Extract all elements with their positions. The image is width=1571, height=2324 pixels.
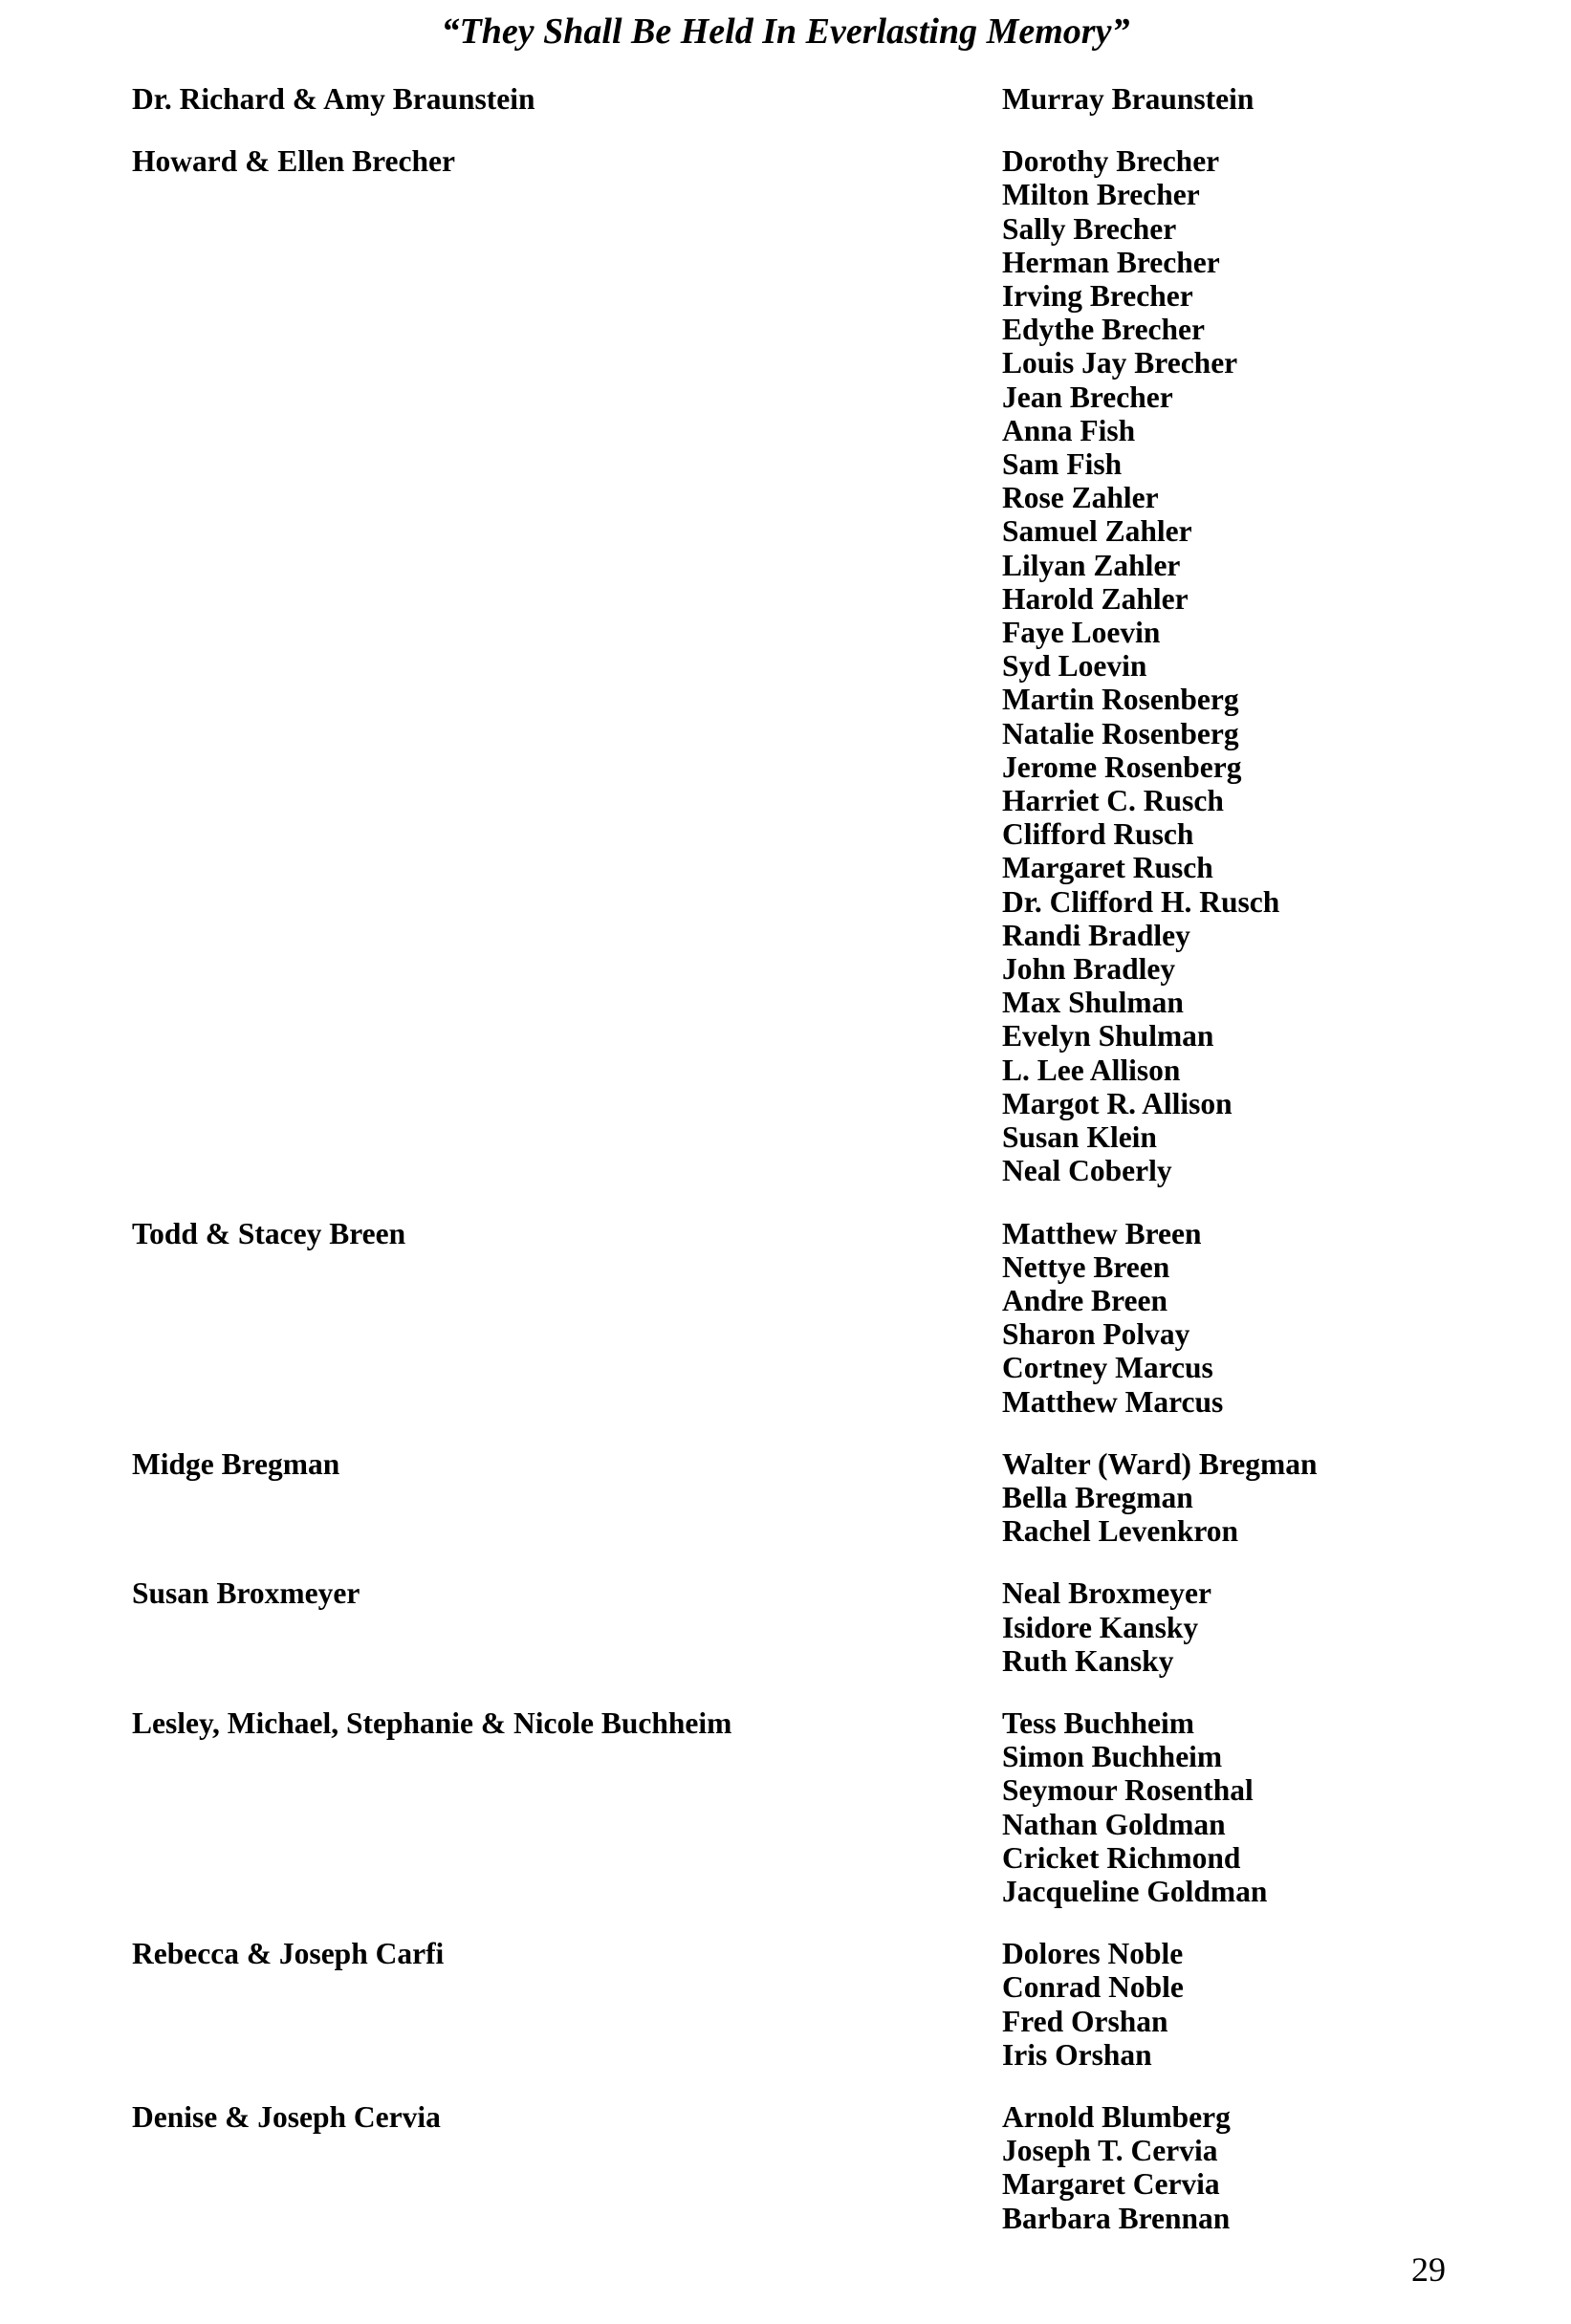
honoree-name: Margaret Rusch xyxy=(1002,851,1213,885)
honoree-name: Irving Brecher xyxy=(1002,279,1193,314)
honoree-name: Samuel Zahler xyxy=(1002,514,1192,549)
honoree-list xyxy=(1002,1217,1223,1419)
honoree-name: Susan Klein xyxy=(1002,1120,1157,1155)
honoree-name: Isidore Kansky xyxy=(1002,1610,1199,1644)
memorial-list xyxy=(132,82,1471,2264)
honoree-name: Harold Zahler xyxy=(1002,581,1189,616)
honoree-name: Margaret Cervia xyxy=(1002,2167,1220,2202)
honoree-name: Margot R. Allison xyxy=(1002,1086,1233,1120)
honoree-name: Neal Broxmeyer xyxy=(1002,1576,1211,1611)
honoree-name: Sam Fish xyxy=(1002,447,1123,482)
honoree-name: Cortney Marcus xyxy=(1002,1351,1213,1385)
donor-name: Lesley, Michael, Stephanie & Nicole Buchheim xyxy=(132,1705,732,1740)
page-title: “They Shall Be Held In Everlasting Memory” xyxy=(441,11,1130,52)
honoree-name: Herman Brecher xyxy=(1002,245,1220,279)
honoree-name: Conrad Noble xyxy=(1002,1970,1184,2005)
memorial-entry xyxy=(132,1447,1471,1549)
memorial-entry xyxy=(132,2100,1471,2235)
honoree-list xyxy=(1002,82,1254,116)
honoree-name: Simon Buchheim xyxy=(1002,1740,1223,1774)
honoree-name: Dolores Noble xyxy=(1002,1937,1184,1971)
honoree-name: Andre Breen xyxy=(1002,1283,1167,1317)
honoree-list xyxy=(1002,1576,1211,1678)
honoree-name: Randi Bradley xyxy=(1002,918,1190,952)
honoree-name: Jacqueline Goldman xyxy=(1002,1874,1268,1908)
honoree-name: Rose Zahler xyxy=(1002,481,1159,515)
honoree-name: Milton Brecher xyxy=(1002,178,1200,212)
memorial-entry xyxy=(132,1217,1471,1419)
donor-name: Dr. Richard & Amy Braunstein xyxy=(132,82,535,116)
honoree-name: Dr. Clifford H. Rusch xyxy=(1002,884,1280,919)
honoree-name: Syd Loevin xyxy=(1002,649,1147,684)
honoree-name: Iris Orshan xyxy=(1002,2037,1152,2072)
honoree-name: Barbara Brennan xyxy=(1002,2201,1231,2235)
honoree-name: Clifford Rusch xyxy=(1002,817,1194,852)
donor-name: Rebecca & Joseph Carfi xyxy=(132,1937,445,1971)
honoree-name: Murray Braunstein xyxy=(1002,82,1255,116)
honoree-name: Nathan Goldman xyxy=(1002,1807,1226,1841)
donor-name: Susan Broxmeyer xyxy=(132,1576,360,1611)
honoree-name: Tess Buchheim xyxy=(1002,1705,1195,1740)
honoree-name: Fred Orshan xyxy=(1002,2004,1168,2038)
honoree-name: Faye Loevin xyxy=(1002,616,1161,650)
honoree-name: John Bradley xyxy=(1002,952,1176,987)
honoree-name: Arnold Blumberg xyxy=(1002,2099,1231,2134)
honoree-name: Rachel Levenkron xyxy=(1002,1514,1239,1549)
honoree-name: Matthew Breen xyxy=(1002,1216,1202,1250)
honoree-name: Neal Coberly xyxy=(1002,1154,1172,1188)
memorial-entry xyxy=(132,1576,1471,1678)
donor-name: Todd & Stacey Breen xyxy=(132,1216,406,1250)
honoree-name: Edythe Brecher xyxy=(1002,313,1206,347)
honoree-name: Joseph T. Cervia xyxy=(1002,2134,1218,2168)
honoree-name: Matthew Marcus xyxy=(1002,1384,1224,1419)
honoree-name: Harriet C. Rusch xyxy=(1002,784,1224,818)
honoree-name: Sharon Polvay xyxy=(1002,1317,1190,1352)
honoree-name: Anna Fish xyxy=(1002,413,1136,447)
honoree-name: Walter (Ward) Bregman xyxy=(1002,1446,1318,1481)
donor-name: Denise & Joseph Cervia xyxy=(132,2099,441,2134)
honoree-name: Bella Bregman xyxy=(1002,1480,1193,1514)
honoree-list xyxy=(1002,1706,1267,1908)
honoree-name: Cricket Richmond xyxy=(1002,1840,1241,1875)
honoree-name: Louis Jay Brecher xyxy=(1002,346,1238,380)
donor-name: Midge Bregman xyxy=(132,1446,340,1481)
honoree-list xyxy=(1002,1937,1184,2072)
memorial-entry xyxy=(132,1706,1471,1908)
honoree-name: Jean Brecher xyxy=(1002,380,1173,414)
honoree-list xyxy=(1002,144,1279,1187)
honoree-name: L. Lee Allison xyxy=(1002,1053,1181,1087)
page-number: 29 xyxy=(1411,2250,1446,2289)
honoree-name: Lilyan Zahler xyxy=(1002,548,1181,582)
honoree-name: Natalie Rosenberg xyxy=(1002,716,1239,750)
honoree-list xyxy=(1002,1447,1318,1549)
honoree-name: Dorothy Brecher xyxy=(1002,144,1220,179)
honoree-name: Seymour Rosenthal xyxy=(1002,1773,1254,1808)
honoree-name: Max Shulman xyxy=(1002,986,1184,1020)
memorial-entry xyxy=(132,1937,1471,2072)
honoree-name: Ruth Kansky xyxy=(1002,1643,1174,1678)
honoree-name: Jerome Rosenberg xyxy=(1002,749,1242,784)
donor-name: Howard & Ellen Brecher xyxy=(132,144,455,179)
honoree-list xyxy=(1002,2100,1231,2235)
honoree-name: Martin Rosenberg xyxy=(1002,683,1239,717)
honoree-name: Sally Brecher xyxy=(1002,211,1177,246)
memorial-entry xyxy=(132,82,1471,116)
honoree-name: Nettye Breen xyxy=(1002,1249,1170,1284)
memorial-entry xyxy=(132,144,1471,1187)
honoree-name: Evelyn Shulman xyxy=(1002,1019,1214,1053)
